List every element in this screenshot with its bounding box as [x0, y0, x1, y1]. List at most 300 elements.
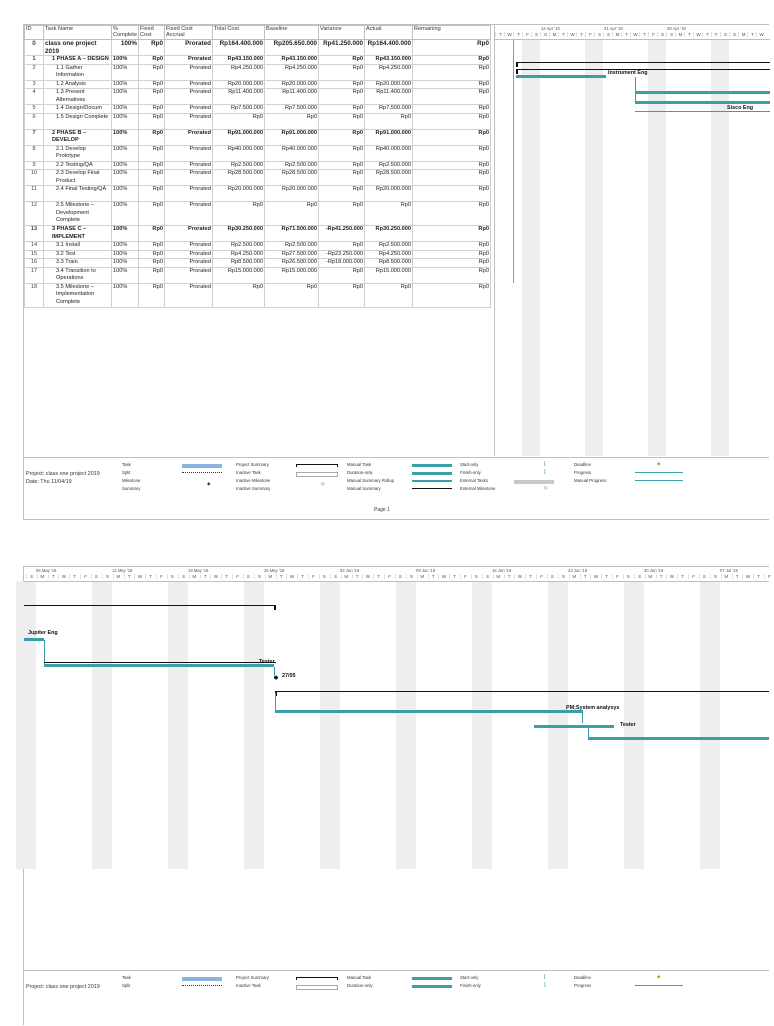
summary-bar-project[interactable]: [516, 62, 770, 63]
cell-accrual[interactable]: Prorated: [165, 250, 213, 259]
cell-id[interactable]: 18: [25, 283, 44, 307]
cell-remaining[interactable]: Rp0: [413, 242, 491, 251]
legend-label: Manual Task: [347, 462, 372, 467]
cell-remaining[interactable]: Rp0: [413, 170, 491, 186]
cell-total-cost[interactable]: Rp164.400.000: [213, 40, 265, 56]
cell-task-name[interactable]: 1.4 Design/Docum: [44, 105, 112, 114]
cell-fixed-cost[interactable]: Rp0: [139, 267, 165, 283]
cell-baseline[interactable]: Rp91.000.000: [265, 129, 319, 145]
table-row[interactable]: [25, 250, 491, 259]
weekend-shading: [472, 581, 492, 869]
legend-swatch: [412, 985, 452, 988]
cell-baseline[interactable]: Rp71.500.000: [265, 226, 319, 242]
day-label: S: [720, 32, 730, 37]
cell-baseline[interactable]: Rp205.650.000: [265, 40, 319, 56]
col-header-actual[interactable]: Actual: [365, 26, 413, 40]
day-label: T: [373, 574, 383, 579]
table-row[interactable]: [25, 105, 491, 114]
cell-actual[interactable]: Rp43.150.000: [365, 56, 413, 65]
table-row[interactable]: [25, 89, 491, 105]
week-label: 28 Apr '19: [667, 26, 686, 31]
cell-fixed-cost[interactable]: Rp0: [139, 170, 165, 186]
dependency-link: [635, 77, 636, 91]
cell-fixed-cost[interactable]: Rp0: [139, 105, 165, 114]
cell-fixed-cost[interactable]: Rp0: [139, 226, 165, 242]
cell-total-cost[interactable]: Rp8.500.000: [213, 259, 265, 268]
cell-fixed-cost[interactable]: Rp0: [139, 113, 165, 129]
day-label: T: [558, 32, 568, 37]
project-name: Project: class one project 2019: [26, 984, 100, 990]
task-bar-present-continuation: [635, 111, 770, 112]
cell-remaining[interactable]: Rp0: [413, 267, 491, 283]
cell-total-cost[interactable]: Rp11.400.000: [213, 89, 265, 105]
cell-fixed-cost[interactable]: Rp0: [139, 186, 165, 202]
legend-swatch: [296, 472, 338, 477]
cell-baseline[interactable]: Rp0: [265, 202, 319, 226]
cell-remaining[interactable]: Rp0: [413, 283, 491, 307]
legend-label: Finish-only: [460, 983, 481, 988]
cell-accrual[interactable]: Prorated: [165, 202, 213, 226]
cell-variance[interactable]: Rp0: [319, 89, 365, 105]
cell-variance[interactable]: Rp0: [319, 145, 365, 161]
cell-actual[interactable]: Rp4.250.000: [365, 64, 413, 80]
table-row[interactable]: [25, 283, 491, 307]
cell-accrual[interactable]: Prorated: [165, 242, 213, 251]
cell-actual[interactable]: Rp2.500.000: [365, 242, 413, 251]
cell-variance[interactable]: Rp0: [319, 56, 365, 65]
summary-bar-project[interactable]: [24, 605, 276, 606]
cell-accrual[interactable]: Prorated: [165, 145, 213, 161]
cell-actual[interactable]: Rp30.250.000: [365, 226, 413, 242]
table-row[interactable]: [25, 64, 491, 80]
cell-task-name[interactable]: 2.3 Develop Final Product: [44, 170, 112, 186]
week-label: 07 Jul '19: [720, 568, 738, 573]
cell-variance[interactable]: Rp0: [319, 242, 365, 251]
cell-task-name[interactable]: 3.3 Train: [44, 259, 112, 268]
cell-id[interactable]: 7: [25, 129, 44, 145]
cell-id[interactable]: 11: [25, 186, 44, 202]
cell-accrual[interactable]: Prorated: [165, 283, 213, 307]
cell-fixed-cost[interactable]: Rp0: [139, 250, 165, 259]
weekend-shading: [16, 581, 36, 869]
cell-baseline[interactable]: Rp7.500.000: [265, 105, 319, 114]
task-bar-analysis[interactable]: [635, 91, 770, 94]
cell-fixed-cost[interactable]: Rp0: [139, 145, 165, 161]
cell-id[interactable]: 0: [25, 40, 44, 56]
cell-variance[interactable]: Rp0: [319, 186, 365, 202]
day-label: F: [308, 574, 318, 579]
day-label: W: [742, 574, 752, 579]
cell-task-name[interactable]: 2.1 Develop Prototype: [44, 145, 112, 161]
cell-baseline[interactable]: Rp4.250.000: [265, 64, 319, 80]
cell-task-name[interactable]: 3.4 Transition to Operations: [44, 267, 112, 283]
cell-accrual[interactable]: Prorated: [165, 113, 213, 129]
cell-complete[interactable]: 100%: [112, 80, 139, 89]
day-label: M: [738, 32, 748, 37]
legend-footer: [24, 457, 769, 513]
cell-remaining[interactable]: Rp0: [413, 161, 491, 170]
cell-complete[interactable]: 100%: [112, 242, 139, 251]
cell-baseline[interactable]: Rp11.400.000: [265, 89, 319, 105]
cell-remaining[interactable]: Rp0: [413, 226, 491, 242]
day-label: W: [756, 32, 766, 37]
cell-id[interactable]: 17: [25, 267, 44, 283]
day-label: T: [677, 574, 687, 579]
legend-label: Deadline: [574, 975, 591, 980]
cell-complete[interactable]: 100%: [112, 170, 139, 186]
task-bar-present-alternatives[interactable]: [635, 101, 770, 104]
day-label: F: [232, 574, 242, 579]
cell-remaining[interactable]: Rp0: [413, 80, 491, 89]
cell-accrual[interactable]: Prorated: [165, 89, 213, 105]
cell-baseline[interactable]: Rp2.500.000: [265, 161, 319, 170]
cell-actual[interactable]: Rp0: [365, 202, 413, 226]
col-header-complete[interactable]: % Complete: [113, 26, 137, 38]
task-bar-gather-information[interactable]: [516, 75, 606, 78]
cell-complete[interactable]: 100%: [112, 186, 139, 202]
cell-fixed-cost[interactable]: Rp0: [139, 89, 165, 105]
cell-complete[interactable]: 100%: [112, 267, 139, 283]
legend-label: Manual Task: [347, 975, 372, 980]
legend-label: Project Summary: [236, 975, 269, 980]
cell-actual[interactable]: Rp2.500.000: [365, 161, 413, 170]
cell-remaining[interactable]: Rp0: [413, 105, 491, 114]
cell-id[interactable]: 5: [25, 105, 44, 114]
cell-id[interactable]: 8: [25, 145, 44, 161]
legend-swatch: [296, 977, 338, 980]
cell-total-cost[interactable]: Rp0: [213, 202, 265, 226]
task-bar-design[interactable]: [24, 638, 44, 641]
cell-total-cost[interactable]: Rp0: [213, 283, 265, 307]
day-label: T: [513, 32, 523, 37]
day-label: W: [693, 32, 703, 37]
cell-actual[interactable]: Rp4.250.000: [365, 250, 413, 259]
cell-total-cost[interactable]: Rp40.000.000: [213, 145, 265, 161]
cell-complete[interactable]: 100%: [112, 226, 139, 242]
cell-actual[interactable]: Rp0: [365, 113, 413, 129]
cell-id[interactable]: 13: [25, 226, 44, 242]
cell-total-cost[interactable]: Rp43.150.000: [213, 56, 265, 65]
cell-remaining[interactable]: Rp0: [413, 113, 491, 129]
timescale-header: [24, 567, 769, 582]
cell-actual[interactable]: Rp20.000.000: [365, 80, 413, 89]
table-row[interactable]: [25, 40, 491, 56]
dependency-link: [582, 713, 583, 723]
cell-baseline[interactable]: Rp0: [265, 113, 319, 129]
col-header-fixed-cost[interactable]: Fixed Cost: [139, 26, 165, 40]
cell-remaining[interactable]: Rp0: [413, 56, 491, 65]
cell-accrual[interactable]: Prorated: [165, 161, 213, 170]
cell-complete[interactable]: 100%: [112, 202, 139, 226]
cell-task-name[interactable]: 2 PHASE B – DEVELOP: [44, 129, 112, 145]
task-cost-table: [24, 25, 491, 308]
table-row[interactable]: [25, 113, 491, 129]
cell-accrual[interactable]: Prorated: [165, 267, 213, 283]
cell-actual[interactable]: Rp8.500.000: [365, 259, 413, 268]
cell-complete[interactable]: 100%: [112, 283, 139, 307]
cell-total-cost[interactable]: Rp28.500.000: [213, 170, 265, 186]
day-label: T: [145, 574, 155, 579]
day-label: S: [603, 32, 613, 37]
day-label: F: [585, 32, 595, 37]
cell-fixed-cost[interactable]: Rp0: [139, 56, 165, 65]
cell-remaining[interactable]: Rp0: [413, 202, 491, 226]
task-bar-install[interactable]: [275, 710, 583, 713]
cell-id[interactable]: 15: [25, 250, 44, 259]
cell-task-name[interactable]: 3.1 Install: [44, 242, 112, 251]
task-bar-develop[interactable]: [44, 664, 274, 667]
cell-id[interactable]: 4: [25, 89, 44, 105]
cell-complete[interactable]: 100%: [112, 56, 139, 65]
day-label: W: [286, 574, 296, 579]
cell-fixed-cost[interactable]: Rp0: [139, 259, 165, 268]
cell-task-name[interactable]: 3.2 Test: [44, 250, 112, 259]
cell-total-cost[interactable]: Rp2.500.000: [213, 242, 265, 251]
cell-variance[interactable]: Rp0: [319, 170, 365, 186]
cell-complete[interactable]: 100%: [112, 145, 139, 161]
cell-remaining[interactable]: Rp0: [413, 259, 491, 268]
cell-baseline[interactable]: Rp27.500.000: [265, 250, 319, 259]
cell-total-cost[interactable]: Rp20.000.000: [213, 186, 265, 202]
table-row[interactable]: [25, 129, 491, 145]
table-row[interactable]: [25, 56, 491, 65]
cell-complete[interactable]: 100%: [112, 89, 139, 105]
cell-remaining[interactable]: Rp0: [413, 64, 491, 80]
cell-total-cost[interactable]: Rp7.500.000: [213, 105, 265, 114]
cell-actual[interactable]: Rp164.400.000: [365, 40, 413, 56]
cell-task-name[interactable]: 1.1 Gather Information: [44, 64, 112, 80]
cell-variance[interactable]: -Rp18.000.000: [319, 259, 365, 268]
table-row[interactable]: [25, 226, 491, 242]
cell-task-name[interactable]: 1.3 Present Alternatives: [44, 89, 112, 105]
cell-variance[interactable]: Rp0: [319, 80, 365, 89]
day-label: M: [645, 574, 655, 579]
col-header-remaining[interactable]: Remaining: [413, 26, 491, 40]
cell-baseline[interactable]: Rp2.500.000: [265, 242, 319, 251]
cell-total-cost[interactable]: Rp20.000.000: [213, 80, 265, 89]
cell-fixed-cost[interactable]: Rp0: [139, 40, 165, 56]
cell-variance[interactable]: Rp0: [319, 283, 365, 307]
cell-variance[interactable]: Rp0: [319, 267, 365, 283]
table-row[interactable]: [25, 145, 491, 161]
cell-actual[interactable]: Rp40.000.000: [365, 145, 413, 161]
cell-id[interactable]: 14: [25, 242, 44, 251]
cell-complete[interactable]: 100%: [112, 161, 139, 170]
cell-task-name[interactable]: class one project 2019: [44, 40, 112, 56]
legend-label: Split: [122, 983, 131, 988]
day-label: S: [167, 574, 177, 579]
cell-id[interactable]: 1: [25, 56, 44, 65]
legend-swatch: [412, 488, 452, 491]
cell-total-cost[interactable]: Rp30.250.000: [213, 226, 265, 242]
table-row[interactable]: [25, 170, 491, 186]
cell-accrual[interactable]: Prorated: [165, 226, 213, 242]
print-page-1: [23, 24, 769, 520]
cell-remaining[interactable]: Rp0: [413, 89, 491, 105]
table-row[interactable]: [25, 267, 491, 283]
cell-fixed-cost[interactable]: Rp0: [139, 64, 165, 80]
cell-actual[interactable]: Rp11.400.000: [365, 89, 413, 105]
day-label: W: [666, 574, 676, 579]
col-header-variance[interactable]: Variance: [319, 26, 365, 40]
cell-baseline[interactable]: Rp26.500.000: [265, 259, 319, 268]
summary-bar-end: [274, 605, 276, 610]
task-bar-train[interactable]: [588, 737, 769, 740]
cell-accrual[interactable]: Prorated: [165, 40, 213, 56]
cell-total-cost[interactable]: Rp15.000.000: [213, 267, 265, 283]
cell-actual[interactable]: Rp0: [365, 283, 413, 307]
cell-task-name[interactable]: 3.5 Milestone – Implementation Complete: [44, 283, 112, 307]
legend-label: Milestone: [122, 478, 141, 483]
cell-actual[interactable]: Rp7.500.000: [365, 105, 413, 114]
cell-baseline[interactable]: Rp20.000.000: [265, 186, 319, 202]
cell-baseline[interactable]: Rp0: [265, 283, 319, 307]
cell-variance[interactable]: Rp0: [319, 129, 365, 145]
week-label: 05 May '19: [36, 568, 57, 573]
cell-accrual[interactable]: Prorated: [165, 56, 213, 65]
day-label: M: [113, 574, 123, 579]
legend-label: Inactive Task: [236, 470, 261, 475]
cell-baseline[interactable]: Rp40.000.000: [265, 145, 319, 161]
day-label: F: [612, 574, 622, 579]
cell-actual[interactable]: Rp28.500.000: [365, 170, 413, 186]
cell-task-name[interactable]: 2.2 Testing/QA: [44, 161, 112, 170]
cell-remaining[interactable]: Rp0: [413, 186, 491, 202]
table-row[interactable]: [25, 259, 491, 268]
cell-actual[interactable]: Rp20.000.000: [365, 186, 413, 202]
legend-label: Inactive Summary: [236, 486, 271, 491]
cell-actual[interactable]: Rp91.000.000: [365, 129, 413, 145]
day-label: T: [504, 574, 514, 579]
cell-accrual[interactable]: Prorated: [165, 170, 213, 186]
cell-fixed-cost[interactable]: Rp0: [139, 283, 165, 307]
legend-label: Start-only: [460, 462, 479, 467]
cell-task-name[interactable]: 1.2 Analysis: [44, 80, 112, 89]
legend-label: Manual Progress: [574, 478, 607, 483]
milestone-icon: ◆: [207, 481, 211, 486]
day-label: T: [297, 574, 307, 579]
milestone-diamond[interactable]: ◆: [274, 675, 279, 681]
cell-variance[interactable]: -Rp41.250.000: [319, 226, 365, 242]
cell-total-cost[interactable]: Rp4.250.000: [213, 64, 265, 80]
cell-remaining[interactable]: Rp0: [413, 129, 491, 145]
cell-total-cost[interactable]: Rp91.000.000: [213, 129, 265, 145]
cell-accrual[interactable]: Prorated: [165, 105, 213, 114]
cell-complete[interactable]: 100%: [112, 40, 139, 56]
cell-id[interactable]: 2: [25, 64, 44, 80]
table-row[interactable]: [25, 202, 491, 226]
cell-accrual[interactable]: Prorated: [165, 259, 213, 268]
cell-remaining[interactable]: Rp0: [413, 40, 491, 56]
legend-label: Deadline: [574, 462, 591, 467]
cell-variance[interactable]: Rp0: [319, 113, 365, 129]
day-label: M: [37, 574, 47, 579]
cell-variance[interactable]: Rp0: [319, 105, 365, 114]
cell-total-cost[interactable]: Rp4.250.000: [213, 250, 265, 259]
cell-id[interactable]: 12: [25, 202, 44, 226]
cell-variance[interactable]: Rp0: [319, 202, 365, 226]
cell-id[interactable]: 3: [25, 80, 44, 89]
col-header-id[interactable]: ID: [25, 26, 44, 40]
col-header-baseline[interactable]: Baseline: [265, 26, 319, 40]
cell-total-cost[interactable]: Rp2.500.000: [213, 161, 265, 170]
cell-variance[interactable]: Rp0: [319, 161, 365, 170]
table-row[interactable]: [25, 80, 491, 89]
cell-fixed-cost[interactable]: Rp0: [139, 129, 165, 145]
day-label: S: [471, 574, 481, 579]
cell-complete[interactable]: 100%: [112, 250, 139, 259]
cell-complete[interactable]: 100%: [112, 105, 139, 114]
cell-task-name[interactable]: 1.5 Design Complete: [44, 113, 112, 129]
cell-variance[interactable]: -Rp23.250.000: [319, 250, 365, 259]
cell-actual[interactable]: Rp15.000.000: [365, 267, 413, 283]
day-label: S: [243, 574, 253, 579]
table-row[interactable]: [25, 186, 491, 202]
cell-fixed-cost[interactable]: Rp0: [139, 161, 165, 170]
day-label: S: [178, 574, 188, 579]
cell-variance[interactable]: Rp0: [319, 64, 365, 80]
cell-complete[interactable]: 100%: [112, 113, 139, 129]
task-bar-test[interactable]: [534, 725, 614, 728]
cell-accrual[interactable]: Prorated: [165, 64, 213, 80]
legend-label: Duration-only: [347, 983, 373, 988]
col-header-total-cost[interactable]: Total Cost: [213, 26, 265, 40]
col-header-fixed-cost-accrual[interactable]: Fixed Cost Accrual: [165, 26, 213, 40]
cell-task-name[interactable]: 1 PHASE A – DESIGN: [44, 56, 112, 65]
cell-accrual[interactable]: Prorated: [165, 186, 213, 202]
cell-baseline[interactable]: Rp20.000.000: [265, 80, 319, 89]
day-label: M: [189, 574, 199, 579]
day-label: F: [460, 574, 470, 579]
cell-variance[interactable]: Rp41.250.000: [319, 40, 365, 56]
col-header-task-name[interactable]: Task Name: [44, 26, 112, 40]
cell-task-name[interactable]: 3 PHASE C – IMPLEMENT: [44, 226, 112, 242]
table-row[interactable]: [25, 242, 491, 251]
cell-task-name[interactable]: 2.4 Final Testing/QA: [44, 186, 112, 202]
cell-fixed-cost[interactable]: Rp0: [139, 202, 165, 226]
cell-complete[interactable]: 100%: [112, 129, 139, 145]
cell-accrual[interactable]: Prorated: [165, 129, 213, 145]
cell-id[interactable]: 10: [25, 170, 44, 186]
cell-task-name[interactable]: 2.5 Milestone – Development Complete: [44, 202, 112, 226]
day-label: W: [134, 574, 144, 579]
cell-id[interactable]: 16: [25, 259, 44, 268]
cell-complete[interactable]: 100%: [112, 259, 139, 268]
cell-fixed-cost[interactable]: Rp0: [139, 80, 165, 89]
summary-bar-phase-c[interactable]: [275, 691, 769, 692]
cell-id[interactable]: 6: [25, 113, 44, 129]
cell-baseline[interactable]: Rp28.500.000: [265, 170, 319, 186]
cell-accrual[interactable]: Prorated: [165, 80, 213, 89]
cell-complete[interactable]: 100%: [112, 64, 139, 80]
day-label: T: [576, 32, 586, 37]
cell-total-cost[interactable]: Rp0: [213, 113, 265, 129]
summary-bar-phase-b[interactable]: [44, 662, 276, 663]
day-label: W: [438, 574, 448, 579]
legend-label: External Milestone: [460, 486, 496, 491]
cell-id[interactable]: 9: [25, 161, 44, 170]
cell-remaining[interactable]: Rp0: [413, 250, 491, 259]
cell-fixed-cost[interactable]: Rp0: [139, 242, 165, 251]
cell-baseline[interactable]: Rp15.000.000: [265, 267, 319, 283]
cell-remaining[interactable]: Rp0: [413, 145, 491, 161]
day-label: S: [558, 574, 568, 579]
day-label: F: [156, 574, 166, 579]
legend-swatch: [635, 480, 683, 481]
table-row[interactable]: [25, 161, 491, 170]
day-label: S: [330, 574, 340, 579]
cell-baseline[interactable]: Rp43.150.000: [265, 56, 319, 65]
